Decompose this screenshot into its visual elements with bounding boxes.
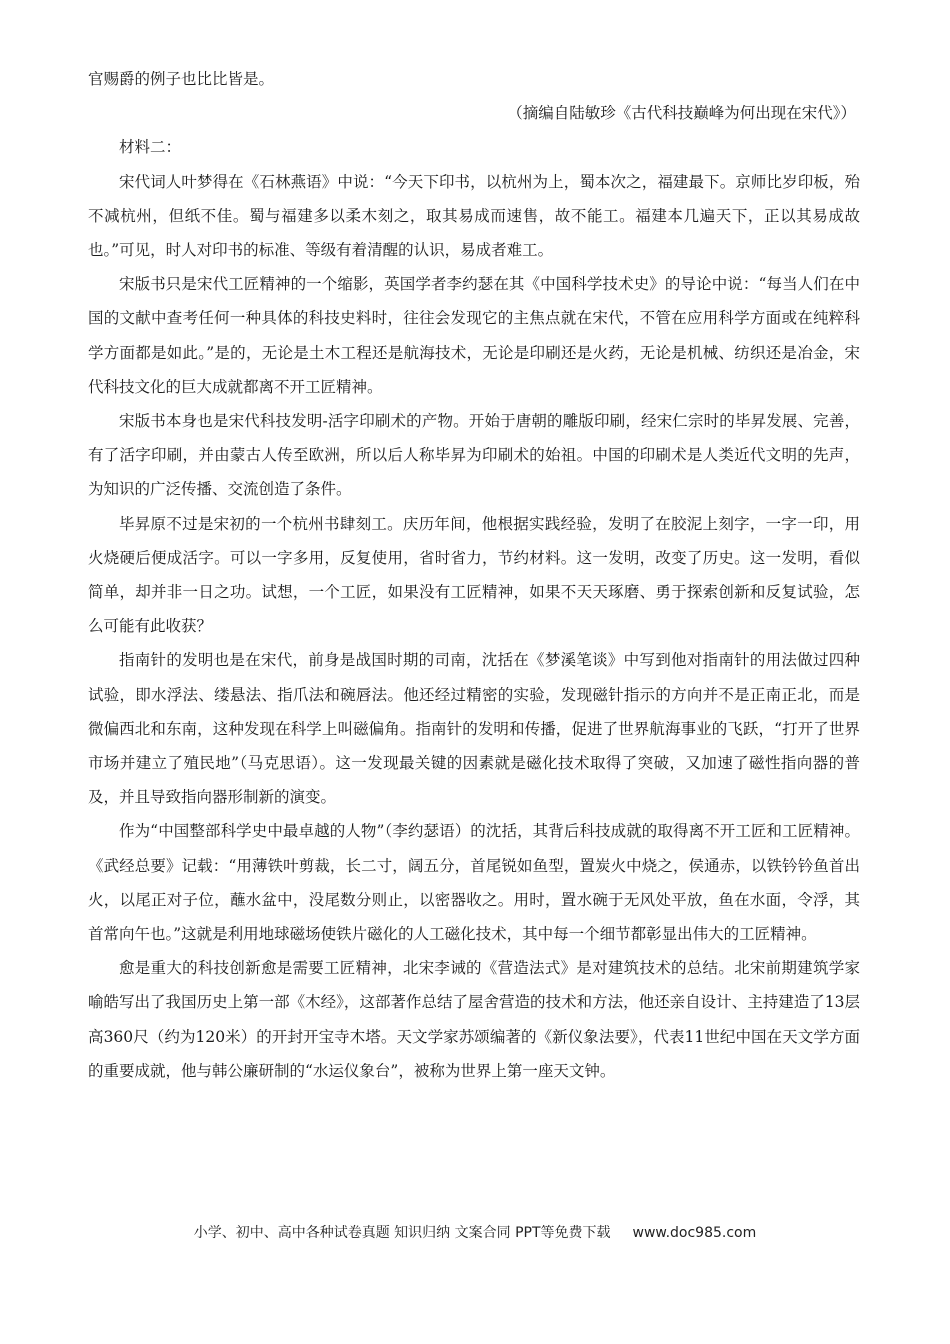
paragraph-1: 宋代词人叶梦得在《石林燕语》中说：“今天下印书，以杭州为上，蜀本次之，福建最下。京师比岁印板，殆不减杭州，但纸不佳。蜀与福建多以柔木刻之，取其易成而速售，故不能工。福建本几遍天下，正以其易成故也。”可见，时人对印书的标准、等级有着清醒的认识，易成者难工。 (88, 172, 860, 260)
paragraph-6: 作为“中国整部科学史中最卓越的人物”（李约瑟语）的沈括，其背后科技成就的取得离不开工匠和工匠精神。《武经总要》记载：“用薄铁叶剪裁，长二寸，阔五分，首尾锐如鱼型，置炭火中烧之，侯通赤，以铁钤钤鱼首出火，以尾正对子位，蘸水盆中，没尾数分则止，以密器收之。用时，置水碗于无风处平放，鱼在水面，令浮，其首常向午也。”这就是利用地球磁场使铁片磁化的人工磁化技术，其中每一个细节都彰显出伟大的工匠精神。 (88, 822, 860, 944)
paragraph-4: 毕昇原不过是宋初的一个杭州书肆刻工。庆历年间，他根据实践经验，发明了在胶泥上刻字，一字一印，用火烧硬后便成活字。可以一字多用，反复使用，省时省力，节约材料。这一发明，改变了历史。这一发明，看似简单，却并非一日之功。试想，一个工匠，如果没有工匠精神，如果不天天琢磨、勇于探索创新和反复试验，怎么可能有此收获？ (88, 514, 860, 636)
document-body (88, 62, 860, 1088)
footer-text: 小学、初中、高中各种试卷真题 知识归纳 文案合同 PPT等免费下载 (193, 1225, 611, 1241)
material-heading: 材料二： (119, 138, 182, 157)
paragraph-3: 宋版书本身也是宋代科技发明-活字印刷术的产物。开始于唐朝的雕版印刷，经宋仁宗时的毕昇发展、完善，有了活字印刷，并由蒙古人传至欧洲，所以后人称毕昇为印刷术的始祖。中国的印刷术是人类近代文明的先声，为知识的广泛传播、交流创造了条件。 (88, 412, 860, 499)
paragraph-5: 指南针的发明也是在宋代，前身是战国时期的司南，沈括在《梦溪笔谈》中写到他对指南针的用法做过四种试验，即水浮法、缕悬法、指爪法和碗唇法。他还经过精密的实验，发现磁针指示的方向并不是正南正北，而是微偏西北和东南，这种发现在科学上叫磁偏角。指南针的发明和传播，促进了世界航海事业的飞跃，“打开了世界市场并建立了殖民地”（马克思语）。这一发现最关键的因素就是磁化技术取得了突破，又加速了磁性指向器的普及，并且导致指向器形制新的演变。 (88, 651, 860, 807)
footer-url[interactable]: www.doc985.com (632, 1225, 757, 1241)
paragraph-2: 宋版书只是宋代工匠精神的一个缩影，英国学者李约瑟在其《中国科学技术史》的导论中说：“每当人们在中国的文献中查考任何一种具体的科技史料时，往往会发现它的主焦点就在宋代，不管在应用科学方面或在纯粹科学方面都是如此。”是的，无论是土木工程还是航海技术，无论是印刷还是火药，无论是机械、纺织还是冶金，宋代科技文化的巨大成就都离不开工匠精神。 (88, 275, 860, 396)
source-citation: （摘编自陆敏珍《古代科技巅峰为何出现在宋代》） (507, 104, 856, 123)
paragraph-7: 愈是重大的科技创新愈是需要工匠精神，北宋李诫的《营造法式》是对建筑技术的总结。北宋前期建筑学家喻皓写出了我国历史上第一部《木经》，这部著作总结了屋舍营造的技术和方法，他还亲自设计、主持建造了13层高360尺（约为120米）的开封开宝寺木塔。天文学家苏颂编著的《新仪象法要》，代表11世纪中国在天文学方面的重要成就，他与韩公廉研制的“水运仪象台”，被称为世界上第一座天文钟。 (88, 959, 860, 1080)
lead-line: 官赐爵的例子也比比皆是。 (88, 70, 275, 88)
page-footer (0, 1222, 950, 1242)
